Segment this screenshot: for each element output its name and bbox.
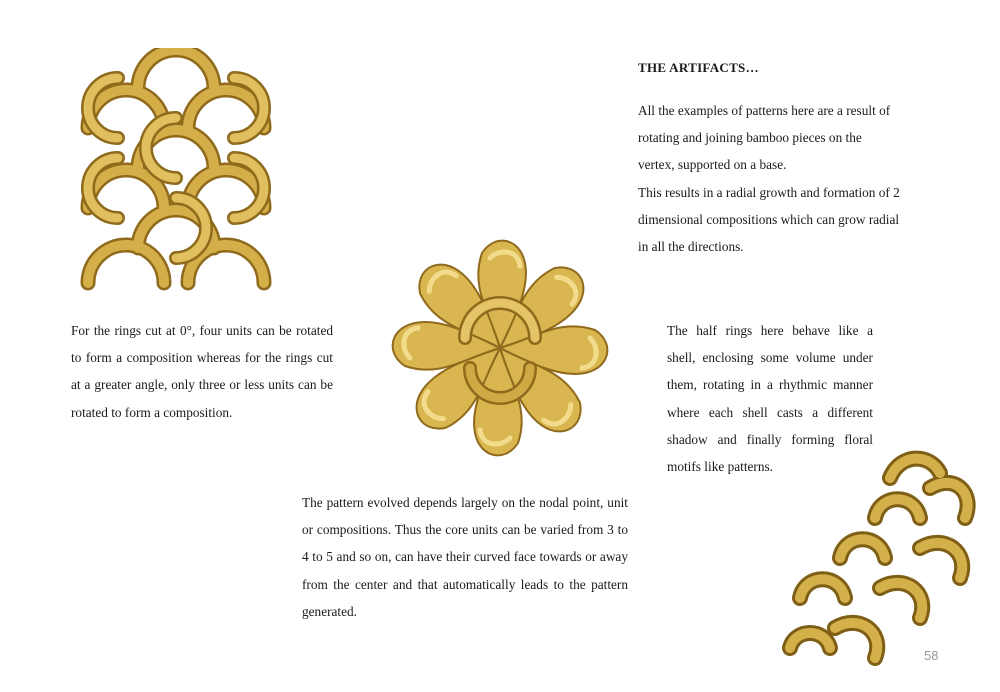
pattern-paragraph: The pattern evolved depends largely on the nodal point, unit or compositions. Thus the core units can be varied from 3 to 4 to 5 and so on, can have their curved face towards or away from the center and that automatically leads to the pattern generated.: [302, 495, 628, 619]
bamboo-lattice-photo: [78, 48, 278, 298]
intro-line: This results in a radial growth and formation of 2: [638, 184, 900, 200]
section-heading: THE ARTIFACTS…: [638, 60, 759, 75]
intro-line: vertex, supported on a base.: [638, 157, 787, 173]
intro-line: dimensional compositions which can grow radial: [638, 211, 900, 227]
intro-line: rotating and joining bamboo pieces on the: [638, 130, 862, 146]
intro-line: All the examples of patterns here are a result of: [638, 103, 891, 118]
bamboo-radial-photo: [370, 218, 630, 478]
rings-paragraph: For the rings cut at 0°, four units can be rotated to form a composition whereas for the rings cut at a greater angle, only three or less units can be rotated to form a composition.: [71, 323, 333, 420]
intro-paragraph: [638, 97, 944, 260]
page-number: 58: [924, 648, 939, 663]
shell-paragraph: The half rings here behave like a shell, enclosing some volume under them, rotating in a rhythmic manner where each shell casts a different shadow and finally forming floral motifs like patterns.: [667, 323, 873, 475]
bamboo-shell-photo: [780, 448, 980, 668]
intro-line: in all the directions.: [638, 239, 744, 255]
